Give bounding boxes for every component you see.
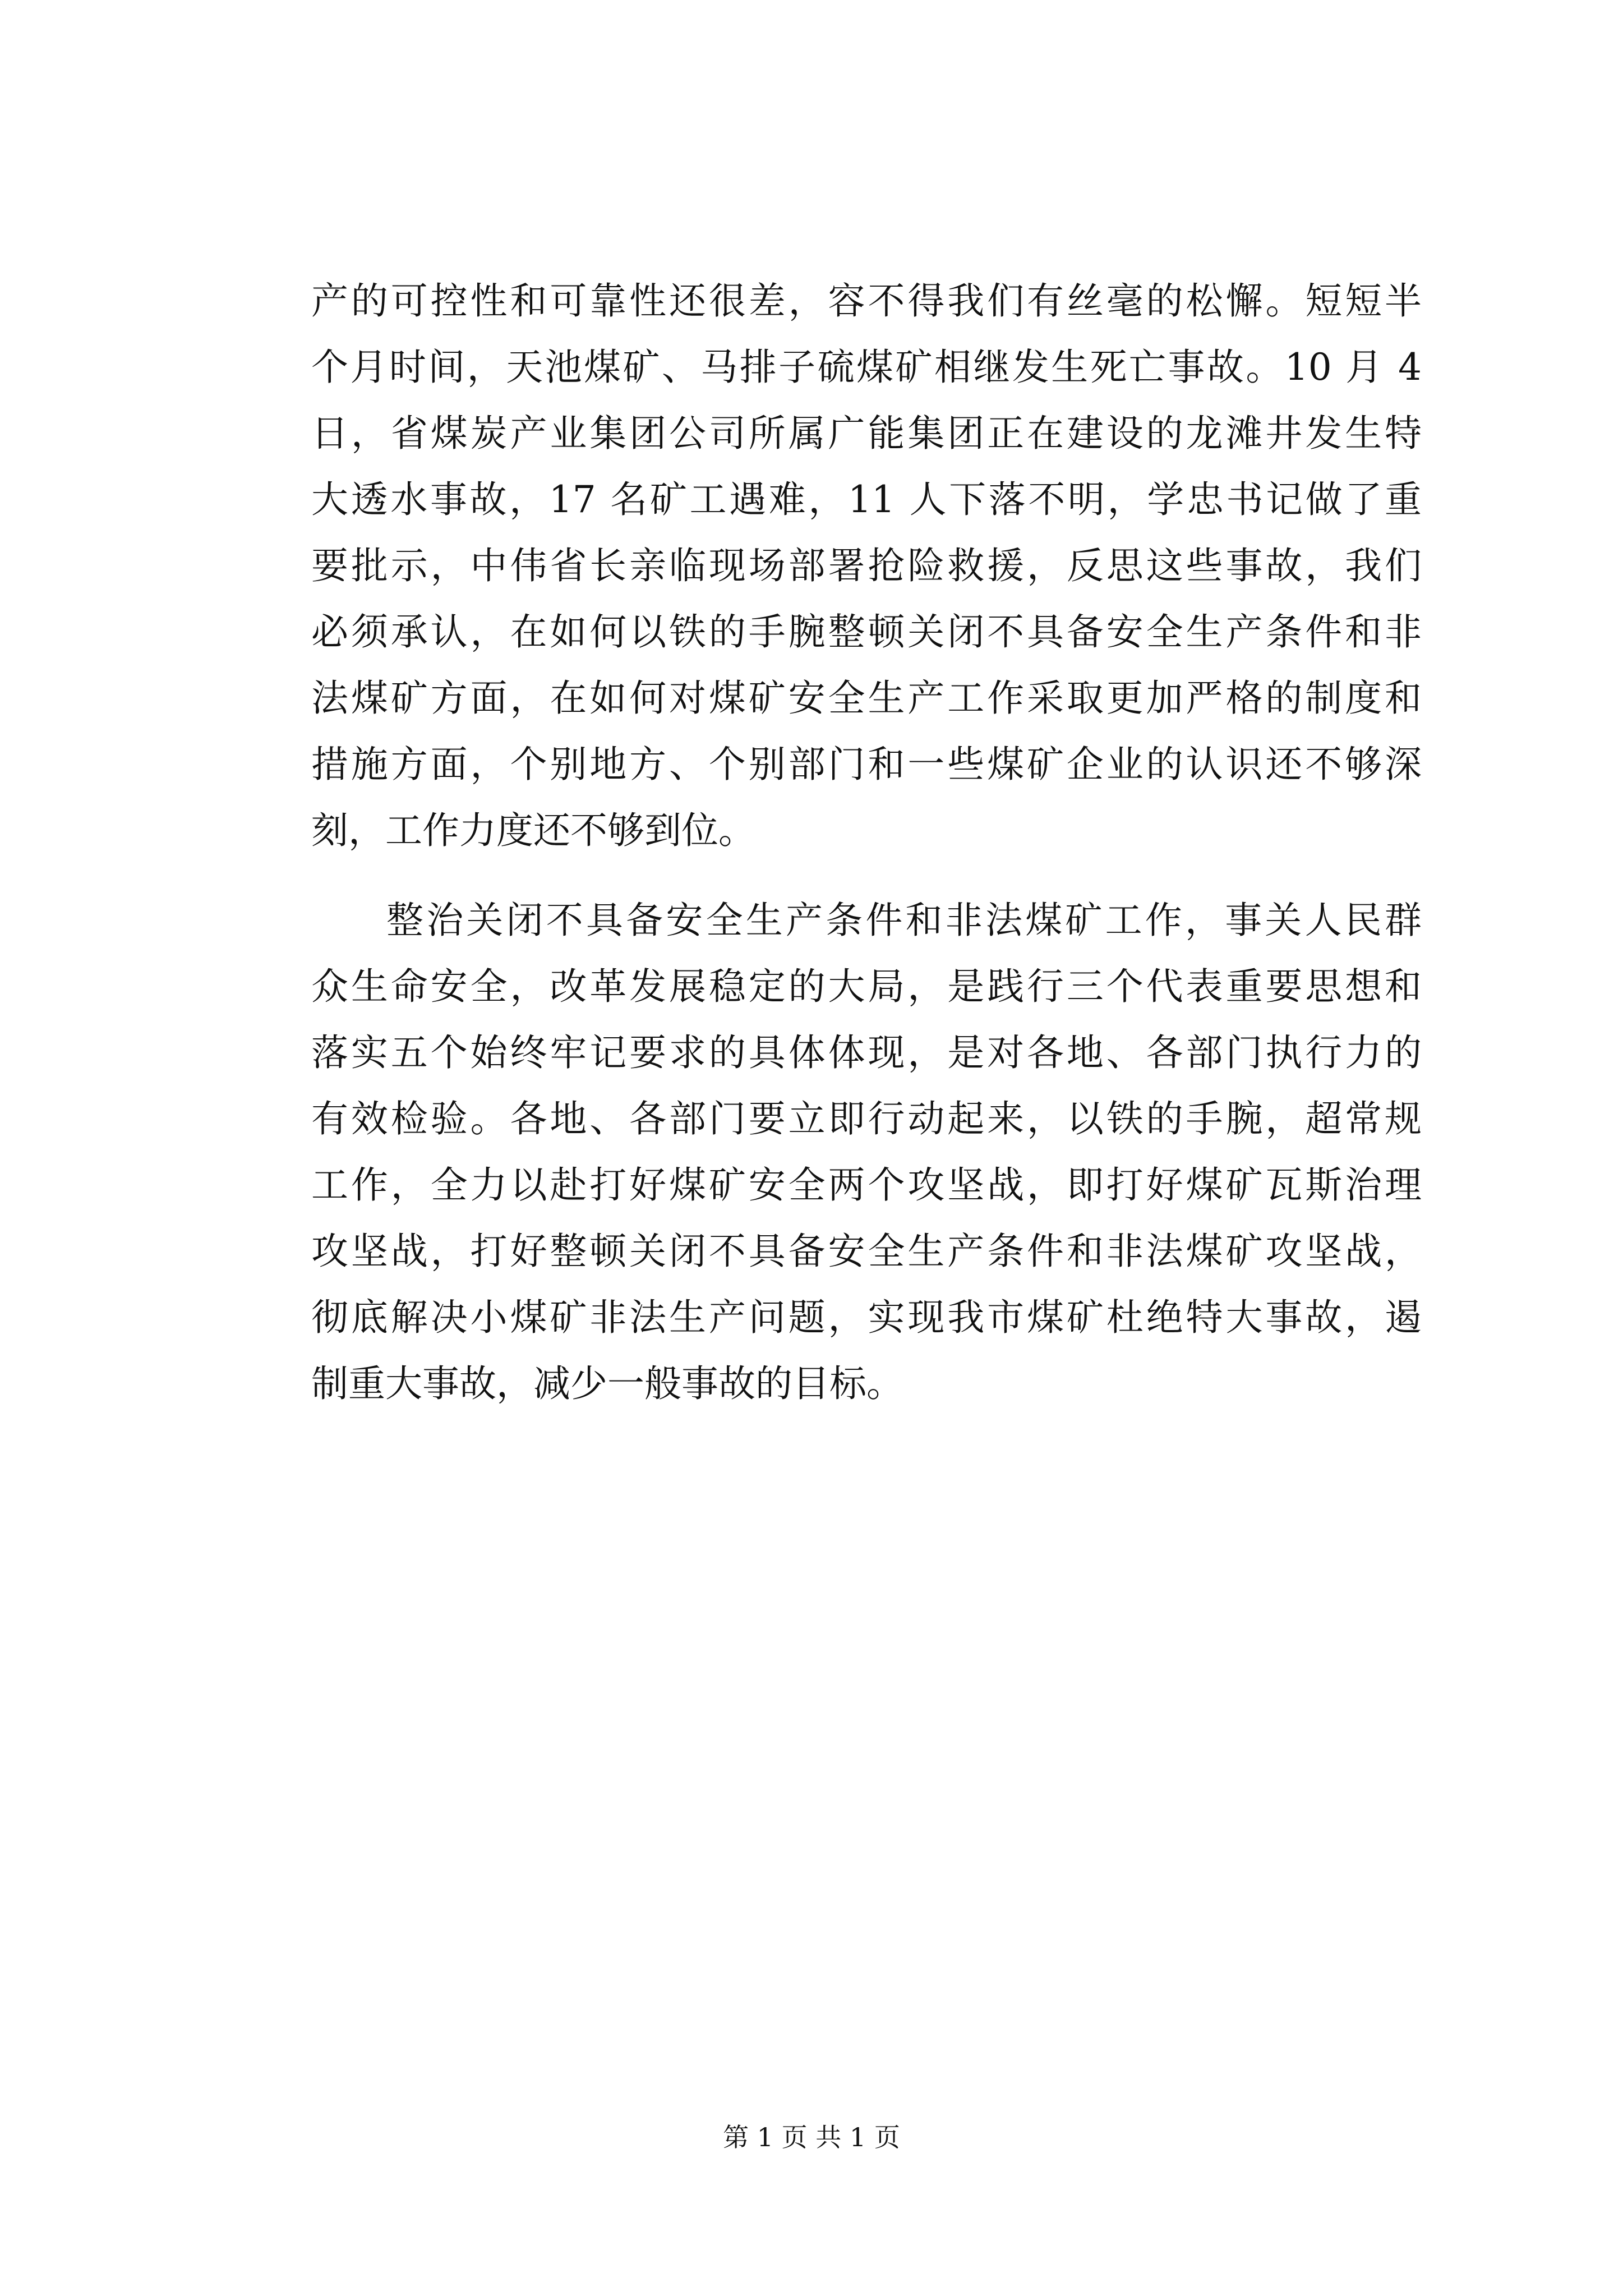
text-line: 工作，全力以赴打好煤矿安全两个攻坚战，即打好煤矿瓦斯治理 [311,1163,1422,1207]
text-line: 整治关闭不具备安全生产条件和非法煤矿工作，事关人民群 [386,899,1422,942]
text-line: 个月时间，天池煤矿、马排子硫煤矿相继发生死亡事故。10 月 4 [311,346,1422,389]
text-line: 落实五个始终牢记要求的具体体现，是对各地、各部门执行力的 [311,1031,1422,1074]
text-line: 制重大事故，减少一般事故的目标。 [311,1362,903,1405]
text-line: 产的可控性和可靠性还很差，容不得我们有丝毫的松懈。短短半 [311,279,1422,323]
paragraph-2 [311,887,1422,1417]
text-line: 有效检验。各地、各部门要立即行动起来，以铁的手腕，超常规 [311,1097,1422,1140]
paragraph-spacer [311,864,1422,887]
body-text [311,268,1422,1417]
text-line: 攻坚战，打好整顿关闭不具备安全生产条件和非法煤矿攻坚战， [311,1230,1422,1273]
text-line: 法煤矿方面，在如何对煤矿安全生产工作采取更加严格的制度和 [311,677,1422,720]
paragraph-1 [311,268,1422,864]
text-line: 彻底解决小煤矿非法生产问题，实现我市煤矿杜绝特大事故，遏 [311,1296,1422,1339]
text-line: 要批示，中伟省长亲临现场部署抢险救援，反思这些事故，我们 [311,544,1422,587]
page-footer [0,2120,1623,2154]
text-line: 刻，工作力度还不够到位。 [311,809,755,852]
text-line: 日，省煤炭产业集团公司所属广能集团正在建设的龙滩井发生特 [311,412,1422,455]
text-line: 必须承认，在如何以铁的手腕整顿关闭不具备安全生产条件和非 [311,610,1422,654]
text-line: 大透水事故，17 名矿工遇难，11 人下落不明，学忠书记做了重 [311,478,1422,521]
page-number: 第 1 页 共 1 页 [723,2122,900,2152]
text-line: 措施方面，个别地方、个别部门和一些煤矿企业的认识还不够深 [311,743,1422,786]
text-line: 众生命安全，改革发展稳定的大局，是践行三个代表重要思想和 [311,965,1422,1008]
